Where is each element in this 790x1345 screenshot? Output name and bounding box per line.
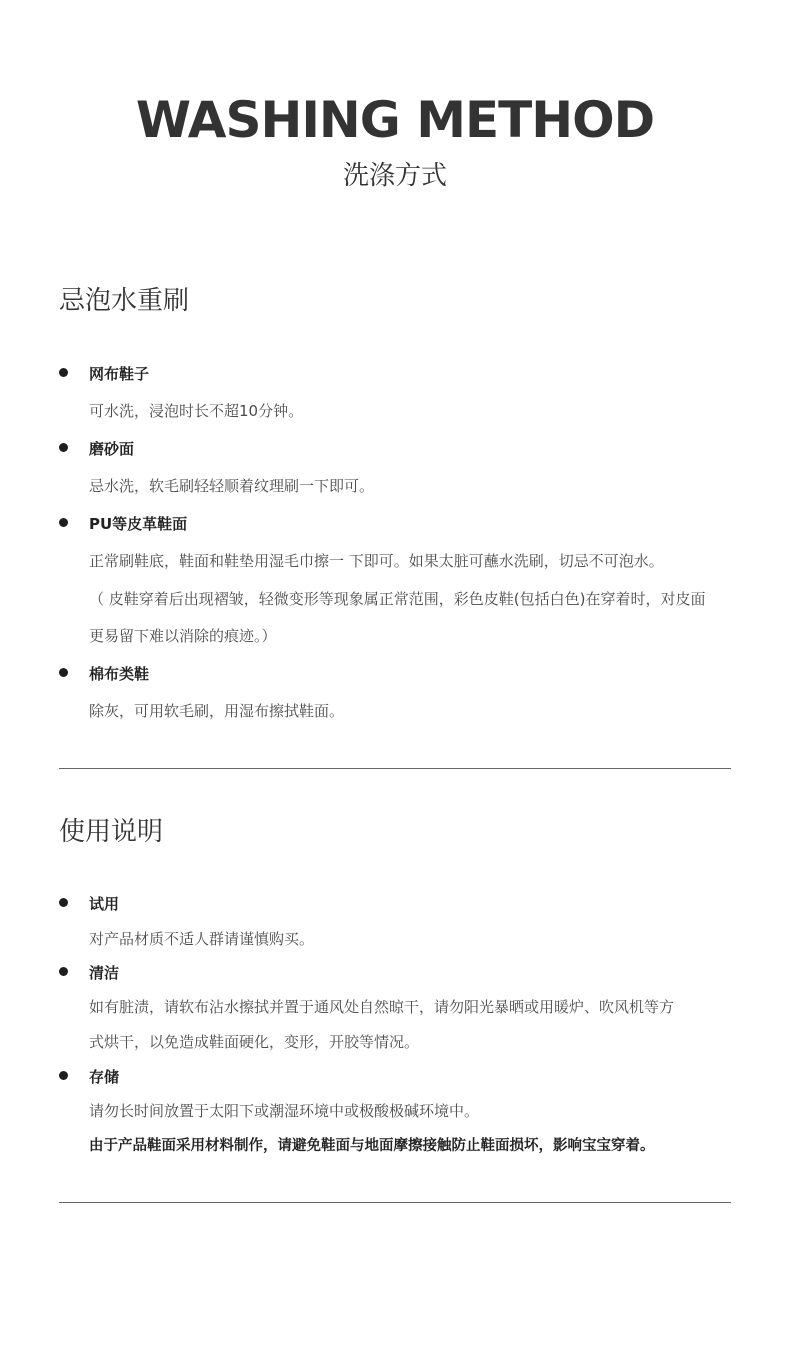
bullet-icon: [59, 518, 68, 527]
bullet-icon: [59, 898, 68, 907]
item-description: 正常刷鞋底，鞋面和鞋垫用湿毛巾擦一 下即可。如果太脏可蘸水洗刷，切忌不可泡水。: [89, 552, 664, 570]
list-item: [0, 962, 790, 986]
item-description: 如有脏渍，请软布沾水擦拭并置于通风处自然晾干，请勿阳光暴晒或用暖炉、吹风机等方: [89, 998, 675, 1016]
item-description: 可水洗，浸泡时长不超10分钟。: [89, 402, 304, 420]
item-description: （ 皮鞋穿着后出现褶皱，轻微变形等现象属正常范围，彩色皮鞋(包括白色)在穿着时，对皮面: [89, 590, 706, 608]
list-item: [0, 1066, 790, 1090]
item-description: 对产品材质不适人群请谨慎购买。: [89, 930, 315, 948]
item-description: 式烘干，以免造成鞋面硬化，变形，开胶等情况。: [89, 1033, 420, 1051]
list-item: [0, 513, 790, 537]
list-item: [0, 893, 790, 917]
item-description: 忌水洗，软毛刷轻轻顺着纹理刷一下即可。: [89, 477, 375, 495]
care-note: 由于产品鞋面采用材料制作，请避免鞋面与地面摩擦接触防止鞋面损坏，影响宝宝穿着。: [89, 1138, 655, 1154]
bullet-icon: [59, 368, 68, 377]
section-heading-usage: 使用说明: [59, 817, 164, 847]
bullet-icon: [59, 967, 68, 976]
item-description: 请勿长时间放置于太阳下或潮湿环境中或极酸极碱环境中。: [89, 1102, 480, 1120]
list-item: [0, 663, 790, 687]
item-label: 网布鞋子: [89, 365, 150, 383]
bullet-icon: [59, 1071, 68, 1080]
item-label: 存储: [89, 1068, 120, 1086]
item-label: PU等皮革鞋面: [89, 515, 188, 533]
item-label: 棉布类鞋: [89, 665, 150, 683]
list-item: [0, 438, 790, 462]
bullet-icon: [59, 668, 68, 677]
item-description: 更易留下难以消除的痕迹。）: [89, 627, 277, 645]
item-label: 试用: [89, 895, 120, 913]
page-subtitle: 洗涤方式: [342, 161, 447, 191]
list-item: [0, 363, 790, 387]
section-heading-no-soak: 忌泡水重刷: [59, 286, 190, 316]
item-label: 清洁: [89, 964, 120, 982]
bullet-icon: [59, 443, 68, 452]
section-divider: [59, 768, 731, 769]
item-description: 除灰，可用软毛刷，用湿布擦拭鞋面。: [89, 702, 345, 720]
section-divider: [59, 1202, 731, 1203]
page-title: WASHING METHOD: [135, 91, 655, 149]
item-label: 磨砂面: [89, 440, 135, 458]
